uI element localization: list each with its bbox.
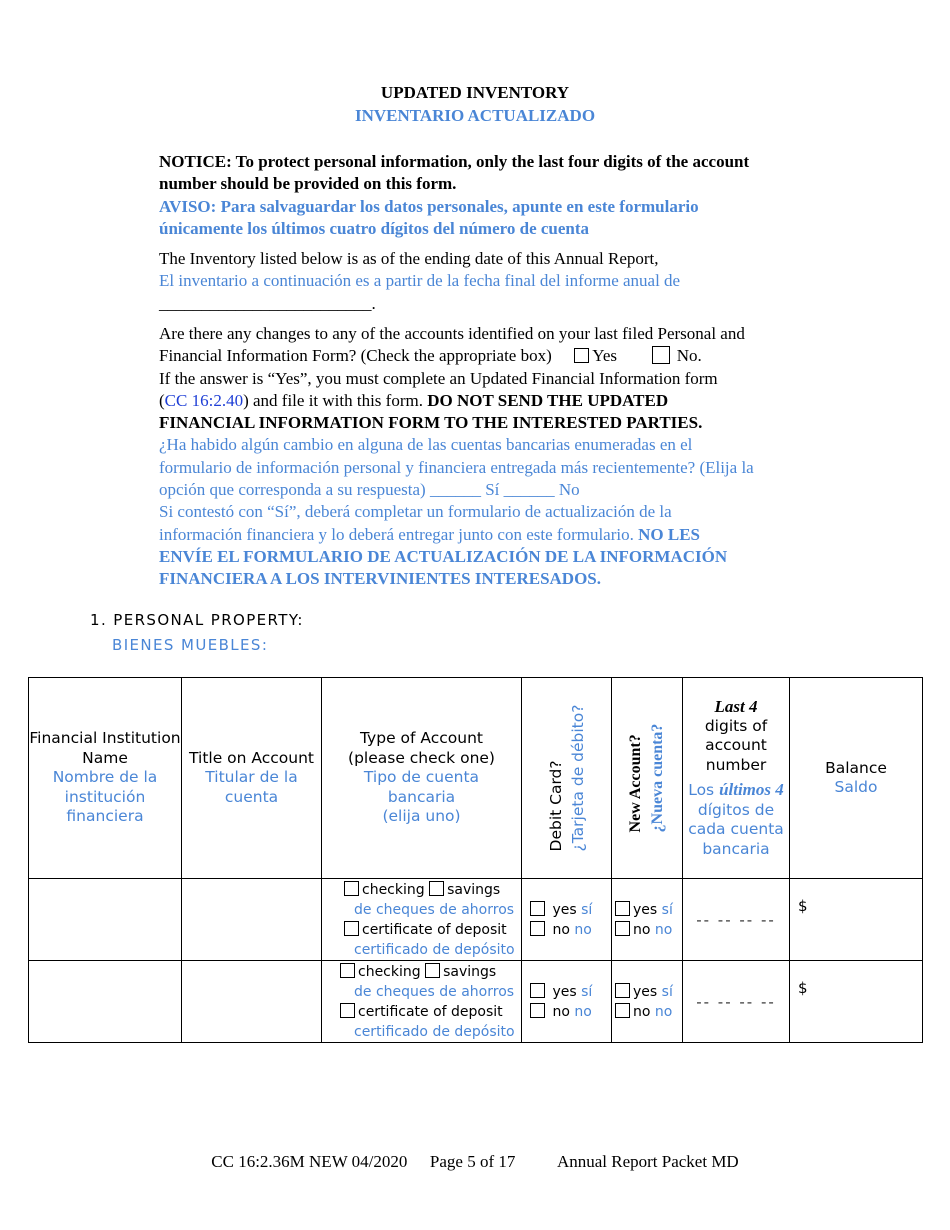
footer-page-number: Page 5 of 17 <box>429 1152 516 1171</box>
new-yes-checkbox[interactable] <box>615 983 630 998</box>
header-balance: Balance Saldo <box>790 678 923 879</box>
header-financial-institution: Financial Institution Name Nombre de la institución financiera <box>29 678 182 879</box>
table-row <box>29 879 923 961</box>
notice-spanish: AVISO: Para salvaguardar los datos personales, apunte en este formulario únicamente los últimos cuatro dígitos del número de cuenta <box>159 197 699 239</box>
changes-question: Are there any changes to any of the accounts identified on your last filed Personal and Financial Information Form? (Check the appropriate box) Yes No. If the answer is “Yes”, you must complete an Updated Financial Information form (CC 16:2.40) and file it with this form. DO NOT SEND THE UPDATED FINANCIAL INFORMATION FORM TO THE INTERESTED PARTIES. ¿Ha habido algún cambio en alguna de las cuentas bancarias enumeradas en el formulario de información personal y financiera entregada más recientemente? (Elija la opción que corresponda a su respuesta) ______ Sí ______ No Si contestó con “Sí”, deberá completar un formulario de actualización de la información financiera y lo deberá entregar junto con este formulario. NO LES ENVÍE EL FORMULARIO DE ACTUALIZACIÓN DE LA INFORMACIÓN FINANCIERA A LOS INTERVINIENTES INTERESADOS. <box>159 324 754 589</box>
header-debit-card: Debit Card? ¿Tarjeta de débito? <box>522 678 612 879</box>
account-type-cell: checking savings de cheques de ahorros certificate of deposit certificado de depósito <box>322 879 522 961</box>
debit-card-cell: yes sí no no <box>522 879 612 961</box>
header-last-4-digits: Last 4 digits of account number Los últimos 4 dígitos de cada cuenta bancaria <box>683 678 790 879</box>
as-of-date-field[interactable]: _________________________. <box>159 293 376 313</box>
certificate-of-deposit-checkbox[interactable] <box>340 1003 355 1018</box>
section-heading: 1. PERSONAL PROPERTY: <box>90 611 304 629</box>
page-title: UPDATED INVENTORY <box>380 83 570 102</box>
savings-checkbox[interactable] <box>425 963 440 978</box>
last-4-digits-field[interactable]: -- -- -- -- <box>683 961 790 1043</box>
new-account-cell: yes sí no no <box>612 961 683 1043</box>
debit-no-checkbox[interactable] <box>530 1003 545 1018</box>
savings-checkbox[interactable] <box>429 881 444 896</box>
balance-field[interactable]: $ <box>790 879 923 961</box>
new-account-cell: yes sí no no <box>612 879 683 961</box>
table-header-row <box>29 678 923 879</box>
footer-form-number: CC 16:2.36M NEW 04/2020 <box>211 1152 408 1171</box>
as-of-statement: The Inventory listed below is as of the ending date of this Annual Report, El inventario a continuación es a partir de la fecha final del informe anual de _________________________. <box>159 248 839 315</box>
account-type-cell: checking savings de cheques de ahorros certificate of deposit certificado de depósito <box>322 961 522 1043</box>
new-yes-checkbox[interactable] <box>615 901 630 916</box>
new-no-checkbox[interactable] <box>615 921 630 936</box>
cc-form-link[interactable]: CC 16:2.40 <box>164 390 244 410</box>
debit-no-checkbox[interactable] <box>530 921 545 936</box>
header-title-on-account: Title on Account Titular de la cuenta <box>182 678 322 879</box>
financial-institution-cell[interactable] <box>29 961 182 1043</box>
page-title-spanish: INVENTARIO ACTUALIZADO <box>354 106 596 125</box>
footer-packet-name: Annual Report Packet MD <box>556 1152 739 1171</box>
checking-checkbox[interactable] <box>344 881 359 896</box>
title-on-account-cell[interactable] <box>182 879 322 961</box>
table-row <box>29 961 923 1043</box>
debit-yes-checkbox[interactable] <box>530 983 545 998</box>
debit-yes-checkbox[interactable] <box>530 901 545 916</box>
balance-field[interactable]: $ <box>790 961 923 1043</box>
header-new-account: New Account? ¿Nueva cuenta? <box>612 678 683 879</box>
inventory-table <box>28 677 923 1043</box>
certificate-of-deposit-checkbox[interactable] <box>344 921 359 936</box>
title-on-account-cell[interactable] <box>182 961 322 1043</box>
debit-card-cell: yes sí no no <box>522 961 612 1043</box>
page-footer <box>0 1152 950 1172</box>
changes-no-checkbox[interactable] <box>652 346 670 364</box>
header-type-of-account: Type of Account (please check one) Tipo de cuenta bancaria (elija uno) <box>322 678 522 879</box>
changes-yes-checkbox[interactable] <box>574 348 589 363</box>
new-no-checkbox[interactable] <box>615 1003 630 1018</box>
checking-checkbox[interactable] <box>340 963 355 978</box>
notice-english: NOTICE: To protect personal information, only the last four digits of the account number should be provided on this form. <box>159 152 750 194</box>
financial-institution-cell[interactable] <box>29 879 182 961</box>
last-4-digits-field[interactable]: -- -- -- -- <box>683 879 790 961</box>
section-heading-spanish: BIENES MUEBLES: <box>112 636 269 654</box>
